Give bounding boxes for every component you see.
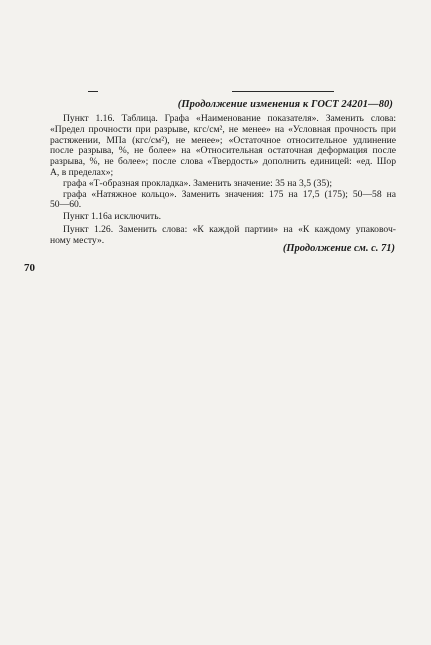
- text-line: Пункт 1.16а исключить.: [63, 211, 161, 223]
- text-line: 50—60.: [50, 199, 82, 211]
- header-rule-left: [88, 91, 98, 92]
- text-line: Пункт 1.26. Заменить слова: «К каждой партии» на «К каждому упаковоч-: [63, 223, 396, 235]
- paragraph-1-16a: [50, 212, 396, 223]
- text-line: Пункт 1.16. Таблица. Графа «Наименование показателя». Заменить слова:: [63, 113, 396, 124]
- text-line: А, в пределах»;: [50, 166, 114, 178]
- paragraph-tension-ring: [50, 190, 396, 212]
- continuation-header: (Продолжение изменения к ГОСТ 24201—80): [177, 99, 393, 110]
- text-line: графа «Натяжное кольцо». Заменить значения: 175 на 17,5 (175); 50—58 на: [63, 188, 396, 200]
- document-body: [50, 114, 396, 247]
- text-line: ному месту».: [50, 234, 105, 246]
- text-line: растяжении, МПа (кгс/см²), не менее»; «Остаточное относительное удлинение: [50, 134, 396, 146]
- text-line: графа «Т-образная прокладка». Заменить значение: 35 на 3,5 (35);: [63, 177, 333, 189]
- paragraph-t-gasket: [50, 179, 396, 190]
- header-rule-center: [232, 91, 334, 92]
- continuation-footer: (Продолжение см. с. 71): [282, 243, 395, 254]
- text-line: после разрыва, %, не более» на «Относительная остаточная деформация после: [50, 145, 396, 157]
- text-line: разрыва, %, не более»; после слова «Твердость» дополнить единицей: «ед. Шор: [50, 156, 396, 168]
- text-line: «Предел прочности при разрыве, кгс/см², не менее» на «Условная прочность при: [50, 123, 396, 135]
- page-number: 70: [24, 262, 35, 274]
- paragraph-1-16: [50, 114, 396, 179]
